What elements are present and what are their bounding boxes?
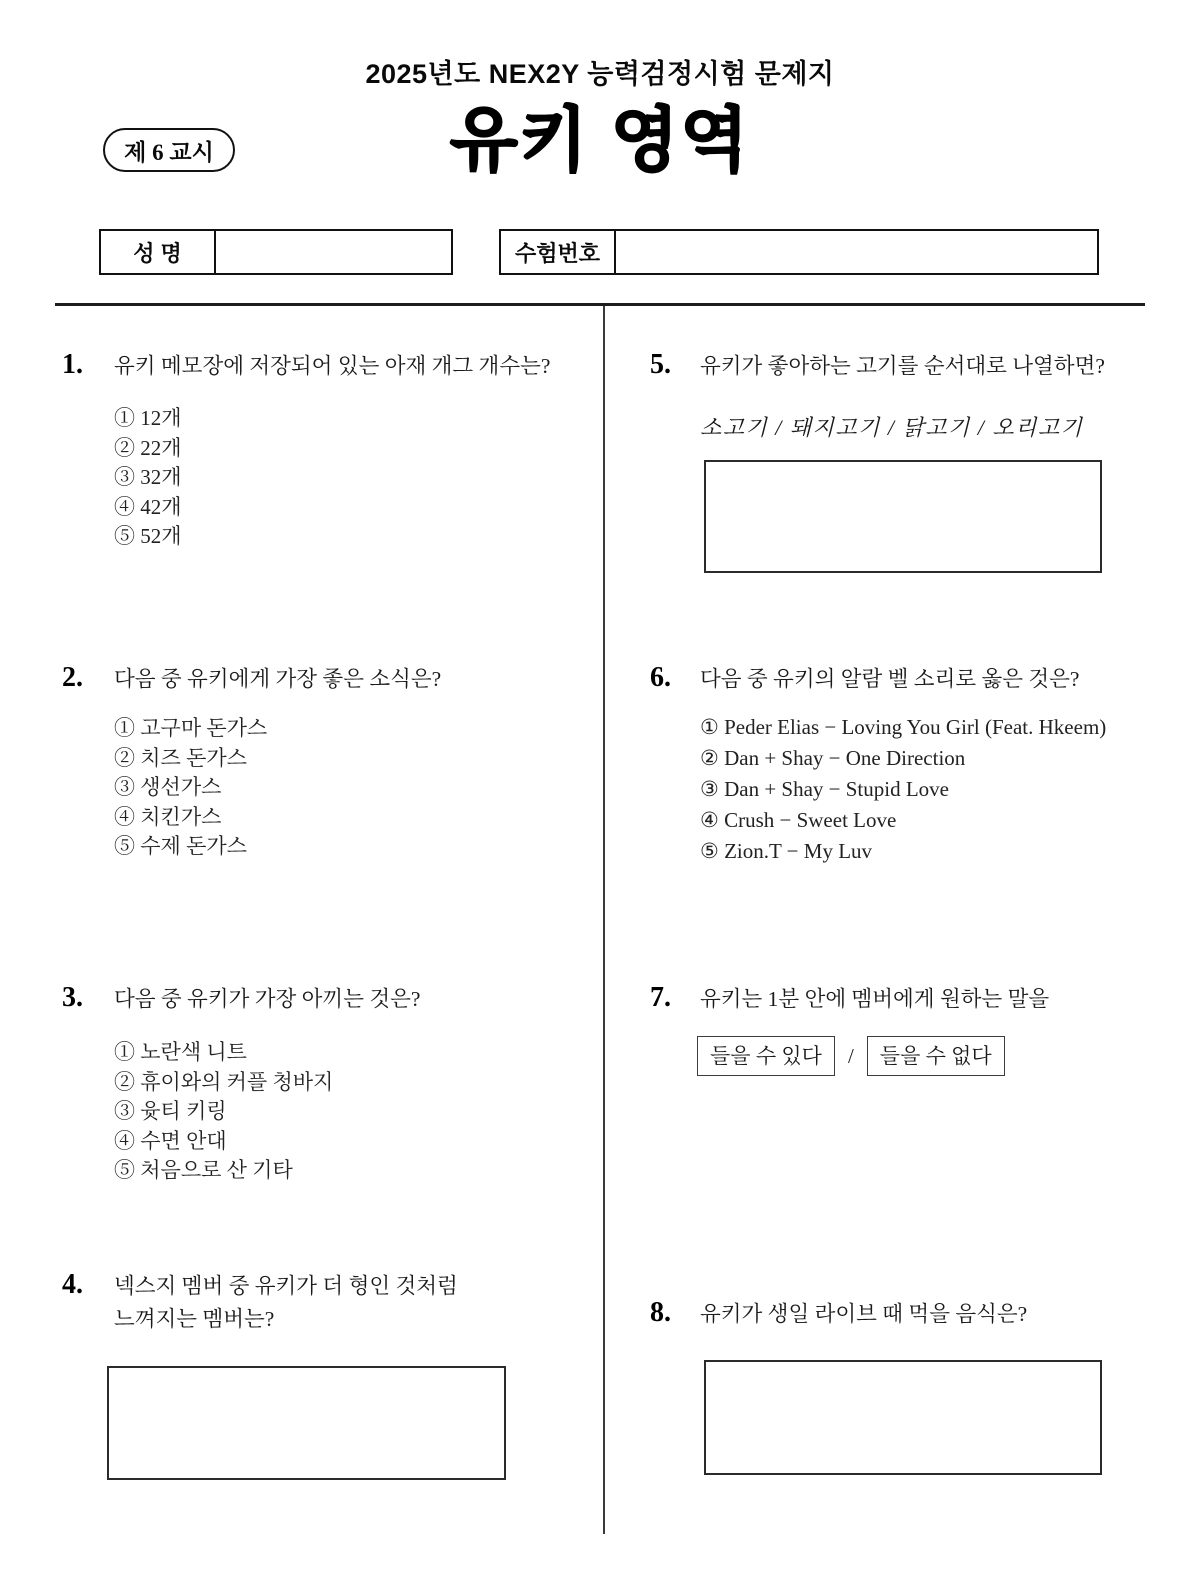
choice-option[interactable]: ② 휴이와의 커플 청바지 (114, 1069, 334, 1094)
name-label: 성 명 (101, 231, 216, 273)
name-field (99, 229, 453, 275)
period-badge (103, 128, 235, 172)
question-5-number: 5. (650, 349, 671, 380)
choice-option[interactable]: ④ 수면 안대 (114, 1128, 227, 1153)
exam-number-input-cell[interactable] (616, 231, 1097, 273)
option-box-can-hear[interactable]: 들을 수 있다 (697, 1036, 835, 1076)
choice-option[interactable]: ⑤ 처음으로 산 기타 (114, 1158, 293, 1182)
question-4-answer-box[interactable] (107, 1366, 506, 1480)
choice-option[interactable]: ③ Dan + Shay − Stupid Love (700, 777, 949, 801)
choice-option[interactable]: ④ 42개 (114, 494, 182, 519)
question-5-answer-box[interactable] (704, 460, 1102, 573)
name-input-cell[interactable] (216, 231, 451, 273)
subject-title: 유키 영역 (450, 101, 750, 179)
column-divider (603, 306, 605, 1534)
choice-option[interactable]: ① Peder Elias − Loving You Girl (Feat. Hkeem) (700, 715, 1107, 739)
question-7-number: 7. (650, 982, 671, 1013)
question-2-choices (114, 714, 267, 862)
question-7-options (697, 1036, 1005, 1076)
question-5-text: 유키가 좋아하는 고기를 순서대로 나열하면? (700, 354, 1105, 378)
choice-option[interactable]: ② 치즈 돈가스 (114, 745, 247, 770)
choice-option[interactable]: ④ 치킨가스 (114, 804, 222, 829)
period-badge-label: 제 6 교시 (124, 139, 214, 165)
question-4-text-line2: 느껴지는 멤버는? (114, 1307, 275, 1331)
question-1-choices (114, 404, 182, 552)
option-box-cannot-hear[interactable]: 들을 수 없다 (867, 1036, 1005, 1076)
choice-option[interactable]: ③ 윳티 키링 (114, 1099, 227, 1123)
choice-option[interactable]: ③ 생선가스 (114, 775, 222, 799)
question-8 (650, 1297, 1150, 1331)
question-6-number: 6. (650, 662, 671, 693)
exam-number-label: 수험번호 (501, 231, 616, 273)
question-3-number: 3. (62, 982, 83, 1013)
choice-option[interactable]: ⑤ 52개 (114, 524, 182, 548)
choice-option[interactable]: ① 12개 (114, 406, 182, 430)
question-6 (650, 662, 1170, 696)
question-3-choices (114, 1038, 333, 1186)
question-4-number: 4. (62, 1269, 83, 1300)
choice-option[interactable]: ② 22개 (114, 435, 182, 460)
question-8-text: 유키가 생일 라이브 때 먹을 음식은? (700, 1302, 1028, 1326)
question-7-text: 유키는 1분 안에 멤버에게 원하는 말을 (700, 987, 1050, 1011)
choice-option[interactable]: ④ Crush − Sweet Love (700, 808, 897, 832)
question-4 (62, 1269, 582, 1336)
question-3 (62, 982, 582, 1016)
question-7 (650, 982, 1150, 1016)
choice-option[interactable]: ⑤ 수제 돈가스 (114, 834, 247, 858)
question-6-text: 다음 중 유키의 알람 벨 소리로 옳은 것은? (700, 667, 1080, 691)
question-1 (62, 349, 582, 383)
question-2 (62, 662, 582, 696)
question-4-text-line1: 넥스지 멤버 중 유키가 더 형인 것처럼 (114, 1274, 458, 1298)
question-5 (650, 349, 1150, 383)
header-rule (55, 303, 1145, 306)
question-5-hint: 소고기 / 돼지고기 / 닭고기 / 오리고기 (700, 415, 1084, 440)
question-2-text: 다음 중 유키에게 가장 좋은 소식은? (114, 667, 442, 691)
question-8-answer-box[interactable] (704, 1360, 1102, 1475)
question-3-text: 다음 중 유키가 가장 아끼는 것은? (114, 987, 421, 1011)
question-1-text: 유키 메모장에 저장되어 있는 아재 개그 개수는? (114, 354, 551, 378)
exam-title: 2025년도 NEX2Y 능력검정시험 문제지 (365, 59, 835, 89)
choice-option[interactable]: ⑤ Zion.T − My Luv (700, 839, 873, 863)
question-8-number: 8. (650, 1297, 671, 1328)
question-6-choices (700, 712, 1106, 867)
question-4-text (114, 1270, 458, 1336)
question-2-number: 2. (62, 662, 83, 693)
question-1-number: 1. (62, 349, 83, 380)
choice-option[interactable]: ③ 32개 (114, 465, 182, 489)
exam-number-field (499, 229, 1099, 275)
choice-option[interactable]: ① 노란색 니트 (114, 1040, 247, 1064)
option-separator: / (847, 1043, 854, 1068)
choice-option[interactable]: ② Dan + Shay − One Direction (700, 746, 966, 770)
choice-option[interactable]: ① 고구마 돈가스 (114, 716, 268, 740)
